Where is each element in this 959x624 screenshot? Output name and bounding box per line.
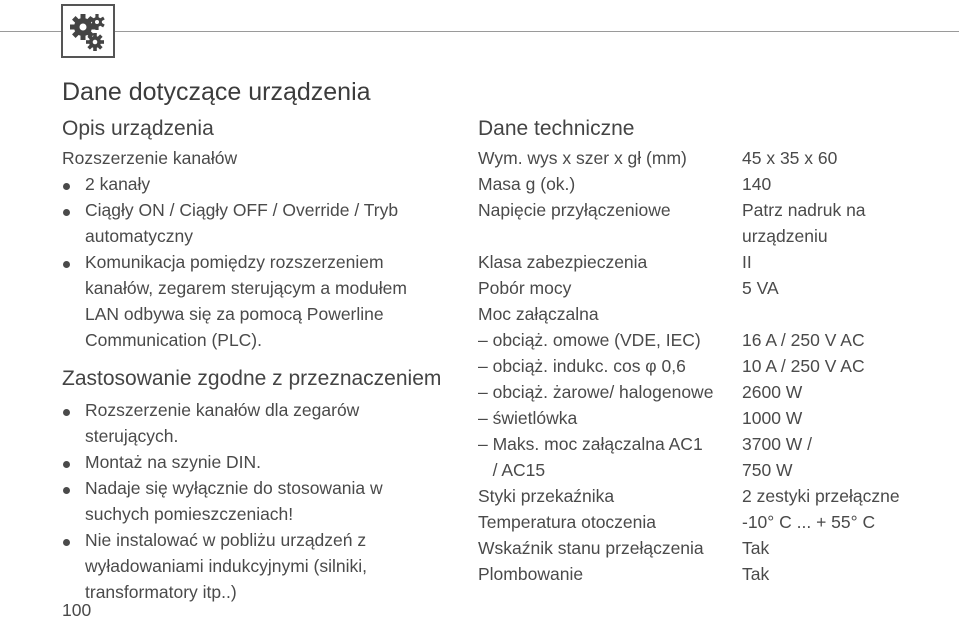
bullet-text: sterujących.	[85, 426, 179, 446]
tech-label: Plombowanie	[478, 564, 584, 584]
bullet-text: automatyczny	[85, 226, 193, 246]
tech-value: 1000 W	[742, 408, 803, 428]
tech-label: Moc załączalna	[478, 304, 599, 324]
bullet-text: transformatory itp..)	[85, 582, 237, 602]
header-rule	[0, 31, 959, 32]
tech-label: / AC15	[478, 460, 546, 480]
tech-label: Styki przekaźnika	[478, 486, 615, 506]
tech-heading: Dane techniczne	[478, 117, 635, 140]
bullet-icon	[63, 539, 70, 546]
intro-text: Rozszerzenie kanałów	[62, 148, 238, 168]
tech-value: 5 VA	[742, 278, 779, 298]
tech-label: – Maks. moc załączalna AC1	[478, 434, 703, 454]
bullet-icon	[63, 261, 70, 268]
bullet-icon	[63, 183, 70, 190]
bullet-text: kanałów, zegarem sterującym a modułem	[85, 278, 407, 298]
tech-value: Tak	[742, 538, 770, 558]
gears-icon	[61, 4, 115, 58]
bullet-icon	[63, 487, 70, 494]
section-heading: Opis urządzenia	[62, 117, 214, 140]
bullet-text: Montaż na szynie DIN.	[85, 452, 262, 472]
tech-label: Pobór mocy	[478, 278, 572, 298]
bullet-text: Communication (PLC).	[85, 330, 262, 350]
tech-label: Wskaźnik stanu przełączenia	[478, 538, 704, 558]
tech-label: Wym. wys x szer x gł (mm)	[478, 148, 687, 168]
tech-value: 10 A / 250 V AC	[742, 356, 865, 376]
tech-label: – obciąż. żarowe/ halogenowe	[478, 382, 714, 402]
tech-label: – obciąż. indukc. cos φ 0,6	[478, 356, 686, 376]
tech-value: Tak	[742, 564, 770, 584]
bullet-text: Nie instalować w pobliżu urządzeń z	[85, 530, 367, 550]
section-heading: Zastosowanie zgodne z przeznaczeniem	[62, 367, 442, 390]
bullet-text: Ciągły ON / Ciągły OFF / Override / Tryb	[85, 200, 399, 220]
tech-label: Masa g (ok.)	[478, 174, 576, 194]
bullet-icon	[63, 461, 70, 468]
tech-label: Napięcie przyłączeniowe	[478, 200, 671, 220]
tech-label: – obciąż. omowe (VDE, IEC)	[478, 330, 701, 350]
bullet-text: LAN odbywa się za pomocą Powerline	[85, 304, 384, 324]
tech-label: Temperatura otoczenia	[478, 512, 657, 532]
bullet-text: Komunikacja pomiędzy rozszerzeniem	[85, 252, 384, 272]
tech-value: Patrz nadruk na	[742, 200, 866, 220]
tech-value: 140	[742, 174, 772, 194]
bullet-icon	[63, 209, 70, 216]
tech-value: 2 zestyki przełączne	[742, 486, 900, 506]
tech-label: – świetlówka	[478, 408, 578, 428]
tech-value: II	[742, 252, 752, 272]
bullet-text: wyładowaniami indukcyjnymi (silniki,	[85, 556, 368, 576]
tech-value: 750 W	[742, 460, 793, 480]
page-number: 100	[62, 600, 92, 620]
tech-value: 3700 W /	[742, 434, 813, 454]
tech-value: urządzeniu	[742, 226, 828, 246]
tech-value: 45 x 35 x 60	[742, 148, 838, 168]
page-title: Dane dotyczące urządzenia	[62, 78, 371, 106]
tech-value: 16 A / 250 V AC	[742, 330, 865, 350]
tech-value: -10° C ... + 55° C	[742, 512, 876, 532]
tech-value: 2600 W	[742, 382, 803, 402]
bullet-text: suchych pomieszczeniach!	[85, 504, 294, 524]
tech-label: Klasa zabezpieczenia	[478, 252, 648, 272]
bullet-text: Nadaje się wyłącznie do stosowania w	[85, 478, 383, 498]
bullet-text: 2 kanały	[85, 174, 151, 194]
bullet-text: Rozszerzenie kanałów dla zegarów	[85, 400, 360, 420]
bullet-icon	[63, 409, 70, 416]
